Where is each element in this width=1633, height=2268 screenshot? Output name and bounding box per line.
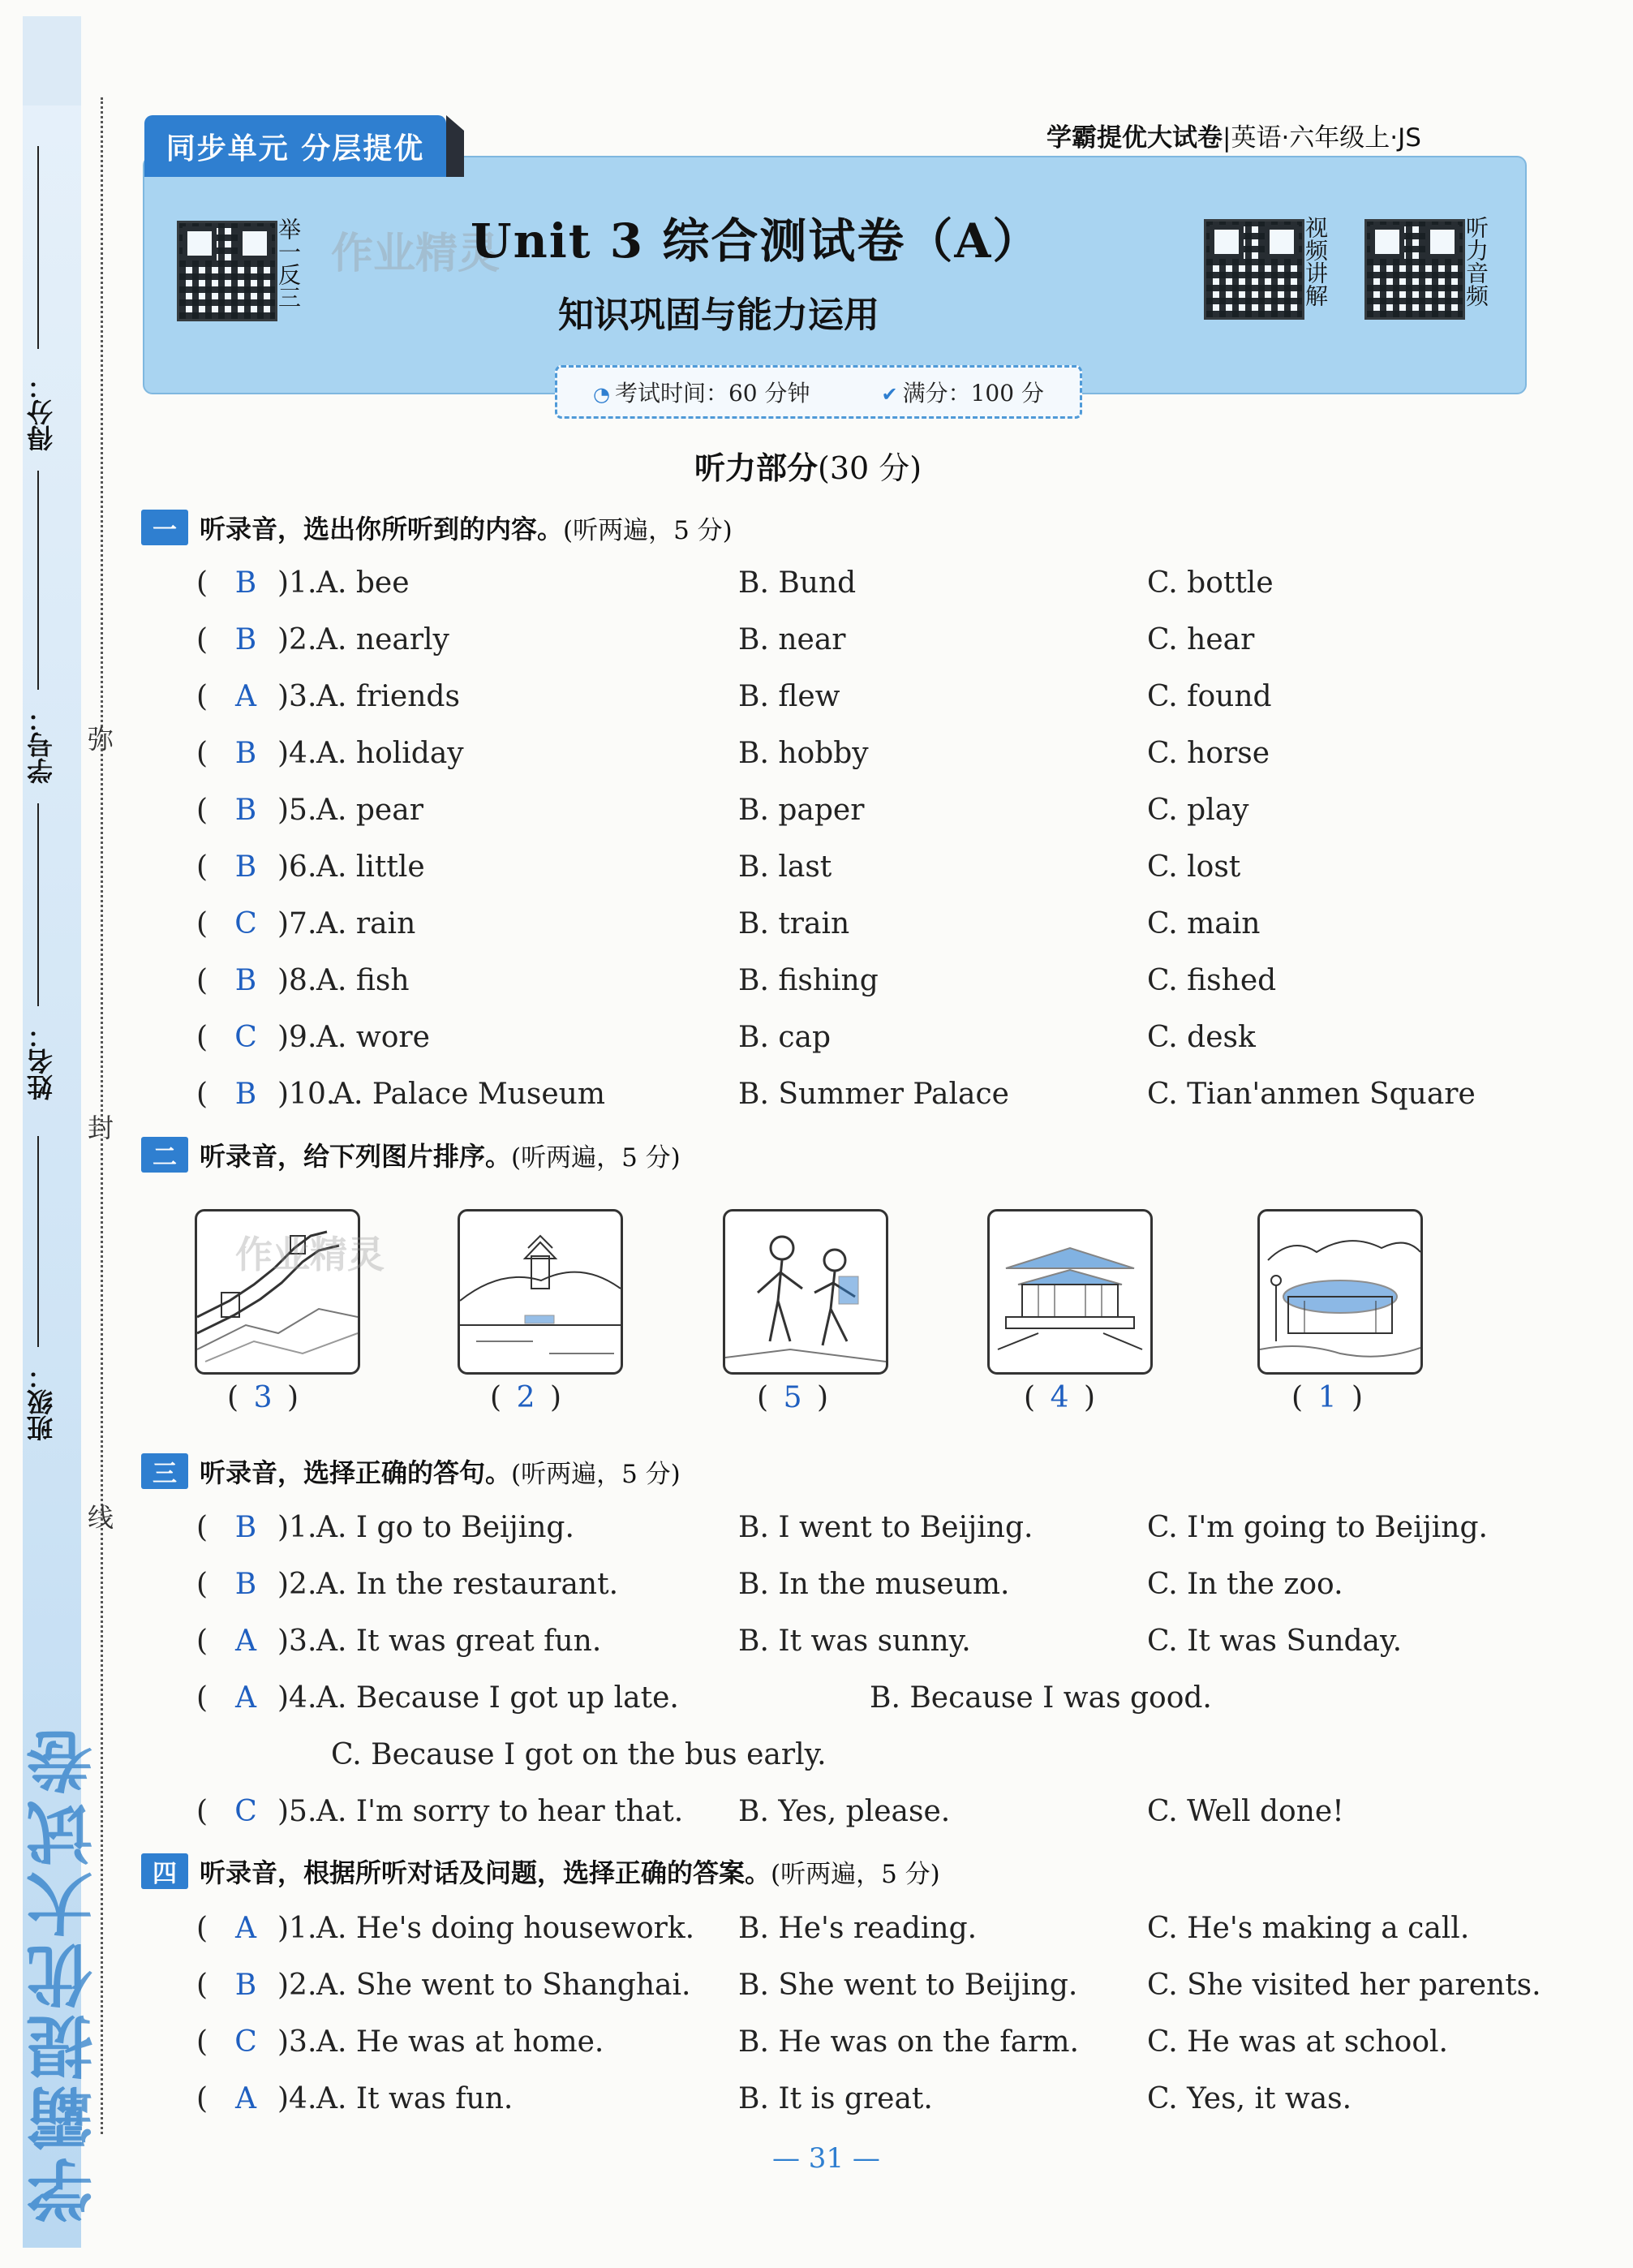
option-a[interactable]: A. wore	[316, 1021, 430, 1054]
answer-paren: (	[196, 566, 208, 600]
strip-top	[23, 16, 81, 105]
option-b[interactable]: B. hobby	[738, 737, 869, 770]
answer-paren: (	[196, 737, 208, 770]
answer-value: 2	[516, 1381, 535, 1414]
option-b[interactable]: B. He's reading.	[738, 1912, 978, 1945]
stadium-icon	[1257, 1209, 1423, 1375]
part-title-text: 听力部分	[694, 450, 819, 486]
answer-paren: (	[196, 623, 208, 656]
answer-value[interactable]: B	[234, 1969, 257, 2002]
answer-paren: (	[196, 1625, 208, 1658]
option-c[interactable]: C. bottle	[1147, 566, 1274, 600]
option-a[interactable]: A. I go to Beijing.	[316, 1511, 574, 1544]
section-2-header	[141, 1136, 681, 1173]
class-field-label: 班级：	[26, 1363, 57, 1441]
option-b[interactable]: B. cap	[738, 1021, 832, 1054]
answer-value[interactable]: B	[234, 566, 257, 600]
answer-value[interactable]: B	[234, 1568, 257, 1601]
full-score	[882, 376, 1044, 408]
page-title: Unit 3 综合测试卷（A）	[471, 213, 1042, 269]
question-number: )2.	[277, 1568, 317, 1601]
option-b[interactable]: B. It is great.	[738, 2082, 933, 2115]
section-title: 听录音，根据所听对话及问题，选择正确的答案。	[200, 1857, 771, 1888]
answer-paren: (	[196, 1795, 208, 1828]
check-circle-icon: ✔	[881, 383, 898, 406]
option-a[interactable]: A. He was at home.	[316, 2025, 604, 2059]
seal-char-mi: 弥	[88, 724, 114, 755]
answer-value[interactable]: A	[235, 1625, 256, 1658]
option-b[interactable]: B. It was sunny.	[738, 1625, 971, 1658]
option-c[interactable]: C. Because I got on the bus early.	[331, 1738, 827, 1771]
answer-paren: (	[196, 1021, 208, 1054]
answer-paren: (	[196, 1969, 208, 2002]
section-4-header	[141, 1853, 940, 1890]
option-c[interactable]: C. found	[1147, 680, 1272, 713]
palace-museum-icon	[987, 1209, 1153, 1375]
series-badge: 同步单元 分层提优	[144, 115, 446, 177]
option-a[interactable]: A. bee	[316, 566, 410, 600]
option-c[interactable]: C. Tian'anmen Square	[1147, 1078, 1476, 1111]
answer-value[interactable]: B	[234, 1078, 257, 1111]
option-a[interactable]: A. It was fun.	[316, 2082, 514, 2115]
section-title: 听录音，选出你所听到的内容。	[200, 514, 564, 544]
answer-value[interactable]: A	[235, 1681, 256, 1715]
hikers-icon	[723, 1209, 888, 1375]
option-c[interactable]: C. It was Sunday.	[1147, 1625, 1403, 1658]
question-number: )4.	[277, 2082, 317, 2115]
answer-value: 1	[1317, 1381, 1337, 1414]
part-title	[694, 443, 922, 488]
section-number: 二	[141, 1137, 188, 1173]
section-note: (听两遍，5 分)	[511, 1459, 681, 1489]
option-a[interactable]: A. Palace Museum	[333, 1078, 605, 1111]
option-a[interactable]: A. In the restaurant.	[316, 1568, 619, 1601]
question-number: )3.	[277, 1625, 317, 1658]
option-c[interactable]: C. lost	[1147, 850, 1241, 884]
answer-value[interactable]: A	[235, 2082, 256, 2115]
picture-2-answer: ( 2 )	[490, 1381, 562, 1414]
question-number: )9.	[277, 1021, 317, 1054]
section-title: 听录音，给下列图片排序。	[200, 1141, 512, 1172]
question-number: )3.	[277, 2025, 317, 2059]
picture-3-answer: ( 5 )	[757, 1381, 829, 1414]
section-1-header	[141, 509, 733, 546]
option-a[interactable]: A. rain	[316, 907, 416, 940]
option-c[interactable]: C. She visited her parents.	[1147, 1969, 1541, 2002]
name-field-line[interactable]	[37, 803, 39, 1006]
qr-code-left[interactable]	[177, 221, 277, 321]
option-a[interactable]: A. pear	[316, 794, 423, 827]
subject-grade: |英语·六年级上·JS	[1223, 123, 1421, 153]
option-c[interactable]: C. Yes, it was.	[1147, 2082, 1352, 2115]
option-a[interactable]: A. I'm sorry to hear that.	[316, 1795, 684, 1828]
option-b[interactable]: B. last	[738, 850, 832, 884]
option-b[interactable]: B. She went to Beijing.	[738, 1969, 1078, 2002]
option-b[interactable]: B. I went to Beijing.	[738, 1511, 1034, 1544]
option-c[interactable]: C. horse	[1147, 737, 1270, 770]
question-number: )5.	[277, 1795, 317, 1828]
page-number: — 31 —	[772, 2142, 880, 2175]
question-number: )2.	[277, 1969, 317, 2002]
section-number: 四	[141, 1853, 188, 1889]
option-c[interactable]: C. I'm going to Beijing.	[1147, 1511, 1488, 1544]
question-number: )2.	[277, 623, 317, 656]
option-a[interactable]: A. He's doing housework.	[316, 1912, 695, 1945]
option-a[interactable]: A. It was great fun.	[316, 1625, 602, 1658]
option-a[interactable]: A. nearly	[316, 623, 449, 656]
answer-value[interactable]: B	[234, 850, 257, 884]
answer-value[interactable]: C	[234, 2025, 257, 2059]
class-field-line[interactable]	[37, 1136, 39, 1347]
option-a[interactable]: A. She went to Shanghai.	[316, 1969, 691, 2002]
option-b[interactable]: B. flew	[738, 680, 840, 713]
part-points: (30 分)	[818, 450, 922, 486]
section-number: 三	[141, 1453, 188, 1489]
option-c[interactable]: C. In the zoo.	[1147, 1568, 1343, 1601]
header-meta	[1046, 117, 1421, 153]
option-c[interactable]: C. play	[1147, 794, 1249, 827]
answer-value: 5	[783, 1381, 802, 1414]
question-number: )6.	[277, 850, 317, 884]
qr-code-audio[interactable]	[1364, 219, 1465, 320]
answer-paren: (	[196, 964, 208, 997]
answer-value[interactable]: C	[234, 1795, 257, 1828]
question-number: )5.	[277, 794, 317, 827]
badge-tab	[446, 115, 464, 177]
answer-paren: (	[196, 1568, 208, 1601]
seal-char-feng: 封	[88, 1112, 114, 1143]
section-title: 听录音，选择正确的答句。	[200, 1457, 512, 1488]
question-number: )4.	[277, 1681, 317, 1715]
question-number: )1.	[277, 1912, 317, 1945]
option-b[interactable]: B. Because I was good.	[870, 1681, 1212, 1715]
answer-paren: (	[196, 794, 208, 827]
option-c[interactable]: C. He's making a call.	[1147, 1912, 1470, 1945]
clock-icon: ◔	[593, 383, 610, 406]
score-field-line[interactable]	[37, 146, 39, 349]
exam-time-text: 考试时间：60 分钟	[614, 380, 810, 407]
option-a[interactable]: A. holiday	[316, 737, 464, 770]
answer-value[interactable]: B	[234, 794, 257, 827]
answer-paren: (	[196, 850, 208, 884]
answer-paren: (	[196, 2025, 208, 2059]
answer-paren: (	[196, 2082, 208, 2115]
picture-5-answer: ( 1 )	[1291, 1381, 1364, 1414]
option-c[interactable]: C. desk	[1147, 1021, 1256, 1054]
option-b[interactable]: B. paper	[738, 794, 865, 827]
option-a[interactable]: A. fish	[316, 964, 410, 997]
exam-info-box	[555, 365, 1082, 419]
score-field-label: 得分：	[26, 373, 57, 451]
question-number: )8.	[277, 964, 317, 997]
option-c[interactable]: C. Well done!	[1147, 1795, 1344, 1828]
section-note: (听两遍，5 分)	[511, 1143, 681, 1173]
page-subtitle: 知识巩固与能力运用	[558, 295, 879, 336]
exam-time	[593, 376, 810, 408]
answer-value[interactable]: B	[234, 737, 257, 770]
name-field-label: 姓名：	[26, 1022, 57, 1100]
question-number: )3.	[277, 680, 317, 713]
vertical-brand: 学霸提优大试卷	[27, 1724, 104, 2223]
answer-paren: (	[196, 1912, 208, 1945]
option-b[interactable]: B. near	[738, 623, 846, 656]
question-number: )4.	[277, 737, 317, 770]
section-number: 一	[141, 510, 188, 545]
seal-char-xian: 线	[88, 1502, 114, 1533]
answer-value[interactable]: C	[234, 907, 257, 940]
answer-paren: (	[196, 907, 208, 940]
qr-video-caption: 视频讲解	[1302, 216, 1329, 307]
answer-value: 4	[1050, 1381, 1069, 1414]
option-a[interactable]: A. friends	[316, 680, 460, 713]
option-b[interactable]: B. He was on the farm.	[738, 2025, 1079, 2059]
option-c[interactable]: C. hear	[1147, 623, 1255, 656]
student-id-field-line[interactable]	[37, 471, 39, 690]
answer-value[interactable]: B	[234, 964, 257, 997]
qr-left-caption: 举一反三	[275, 217, 302, 308]
answer-paren: (	[196, 1511, 208, 1544]
section-3-header	[141, 1452, 681, 1490]
qr-code-video[interactable]	[1204, 219, 1304, 320]
option-c[interactable]: C. main	[1147, 907, 1261, 940]
series-name: 学霸提优大试卷	[1046, 123, 1223, 153]
answer-value[interactable]: B	[234, 1511, 257, 1544]
question-number: )1.	[277, 566, 317, 600]
option-b[interactable]: B. fishing	[738, 964, 879, 997]
option-b[interactable]: B. train	[738, 907, 850, 940]
full-score-text: 满分：100 分	[902, 380, 1044, 407]
answer-value[interactable]: B	[234, 623, 257, 656]
section-note: (听两遍，5 分)	[771, 1859, 940, 1889]
option-b[interactable]: B. Yes, please.	[738, 1795, 951, 1828]
section-note: (听两遍，5 分)	[563, 515, 733, 545]
option-b[interactable]: B. Summer Palace	[738, 1078, 1009, 1111]
answer-value[interactable]: C	[234, 1021, 257, 1054]
summer-palace-icon	[458, 1209, 623, 1375]
answer-value: 3	[253, 1381, 273, 1414]
answer-paren: (	[196, 680, 208, 713]
option-b[interactable]: B. In the museum.	[738, 1568, 1010, 1601]
question-number: )10.	[277, 1078, 336, 1111]
question-number: )7.	[277, 907, 317, 940]
answer-value[interactable]: A	[235, 1912, 256, 1945]
answer-paren: (	[196, 1681, 208, 1715]
answer-value[interactable]: A	[235, 680, 256, 713]
question-number: )1.	[277, 1511, 317, 1544]
student-id-field-label: 学号：	[26, 706, 57, 784]
watermark: 作业精灵	[331, 230, 501, 278]
watermark: 作业精灵	[235, 1233, 385, 1276]
option-c[interactable]: C. He was at school.	[1147, 2025, 1448, 2059]
option-c[interactable]: C. fished	[1147, 964, 1277, 997]
option-a[interactable]: A. Because I got up late.	[316, 1681, 679, 1715]
qr-audio-caption: 听力音频	[1463, 216, 1489, 307]
option-b[interactable]: B. Bund	[738, 566, 857, 600]
picture-4-answer: ( 4 )	[1024, 1381, 1096, 1414]
answer-paren: (	[196, 1078, 208, 1111]
option-a[interactable]: A. little	[316, 850, 425, 884]
picture-1-answer: ( 3 )	[227, 1381, 299, 1414]
